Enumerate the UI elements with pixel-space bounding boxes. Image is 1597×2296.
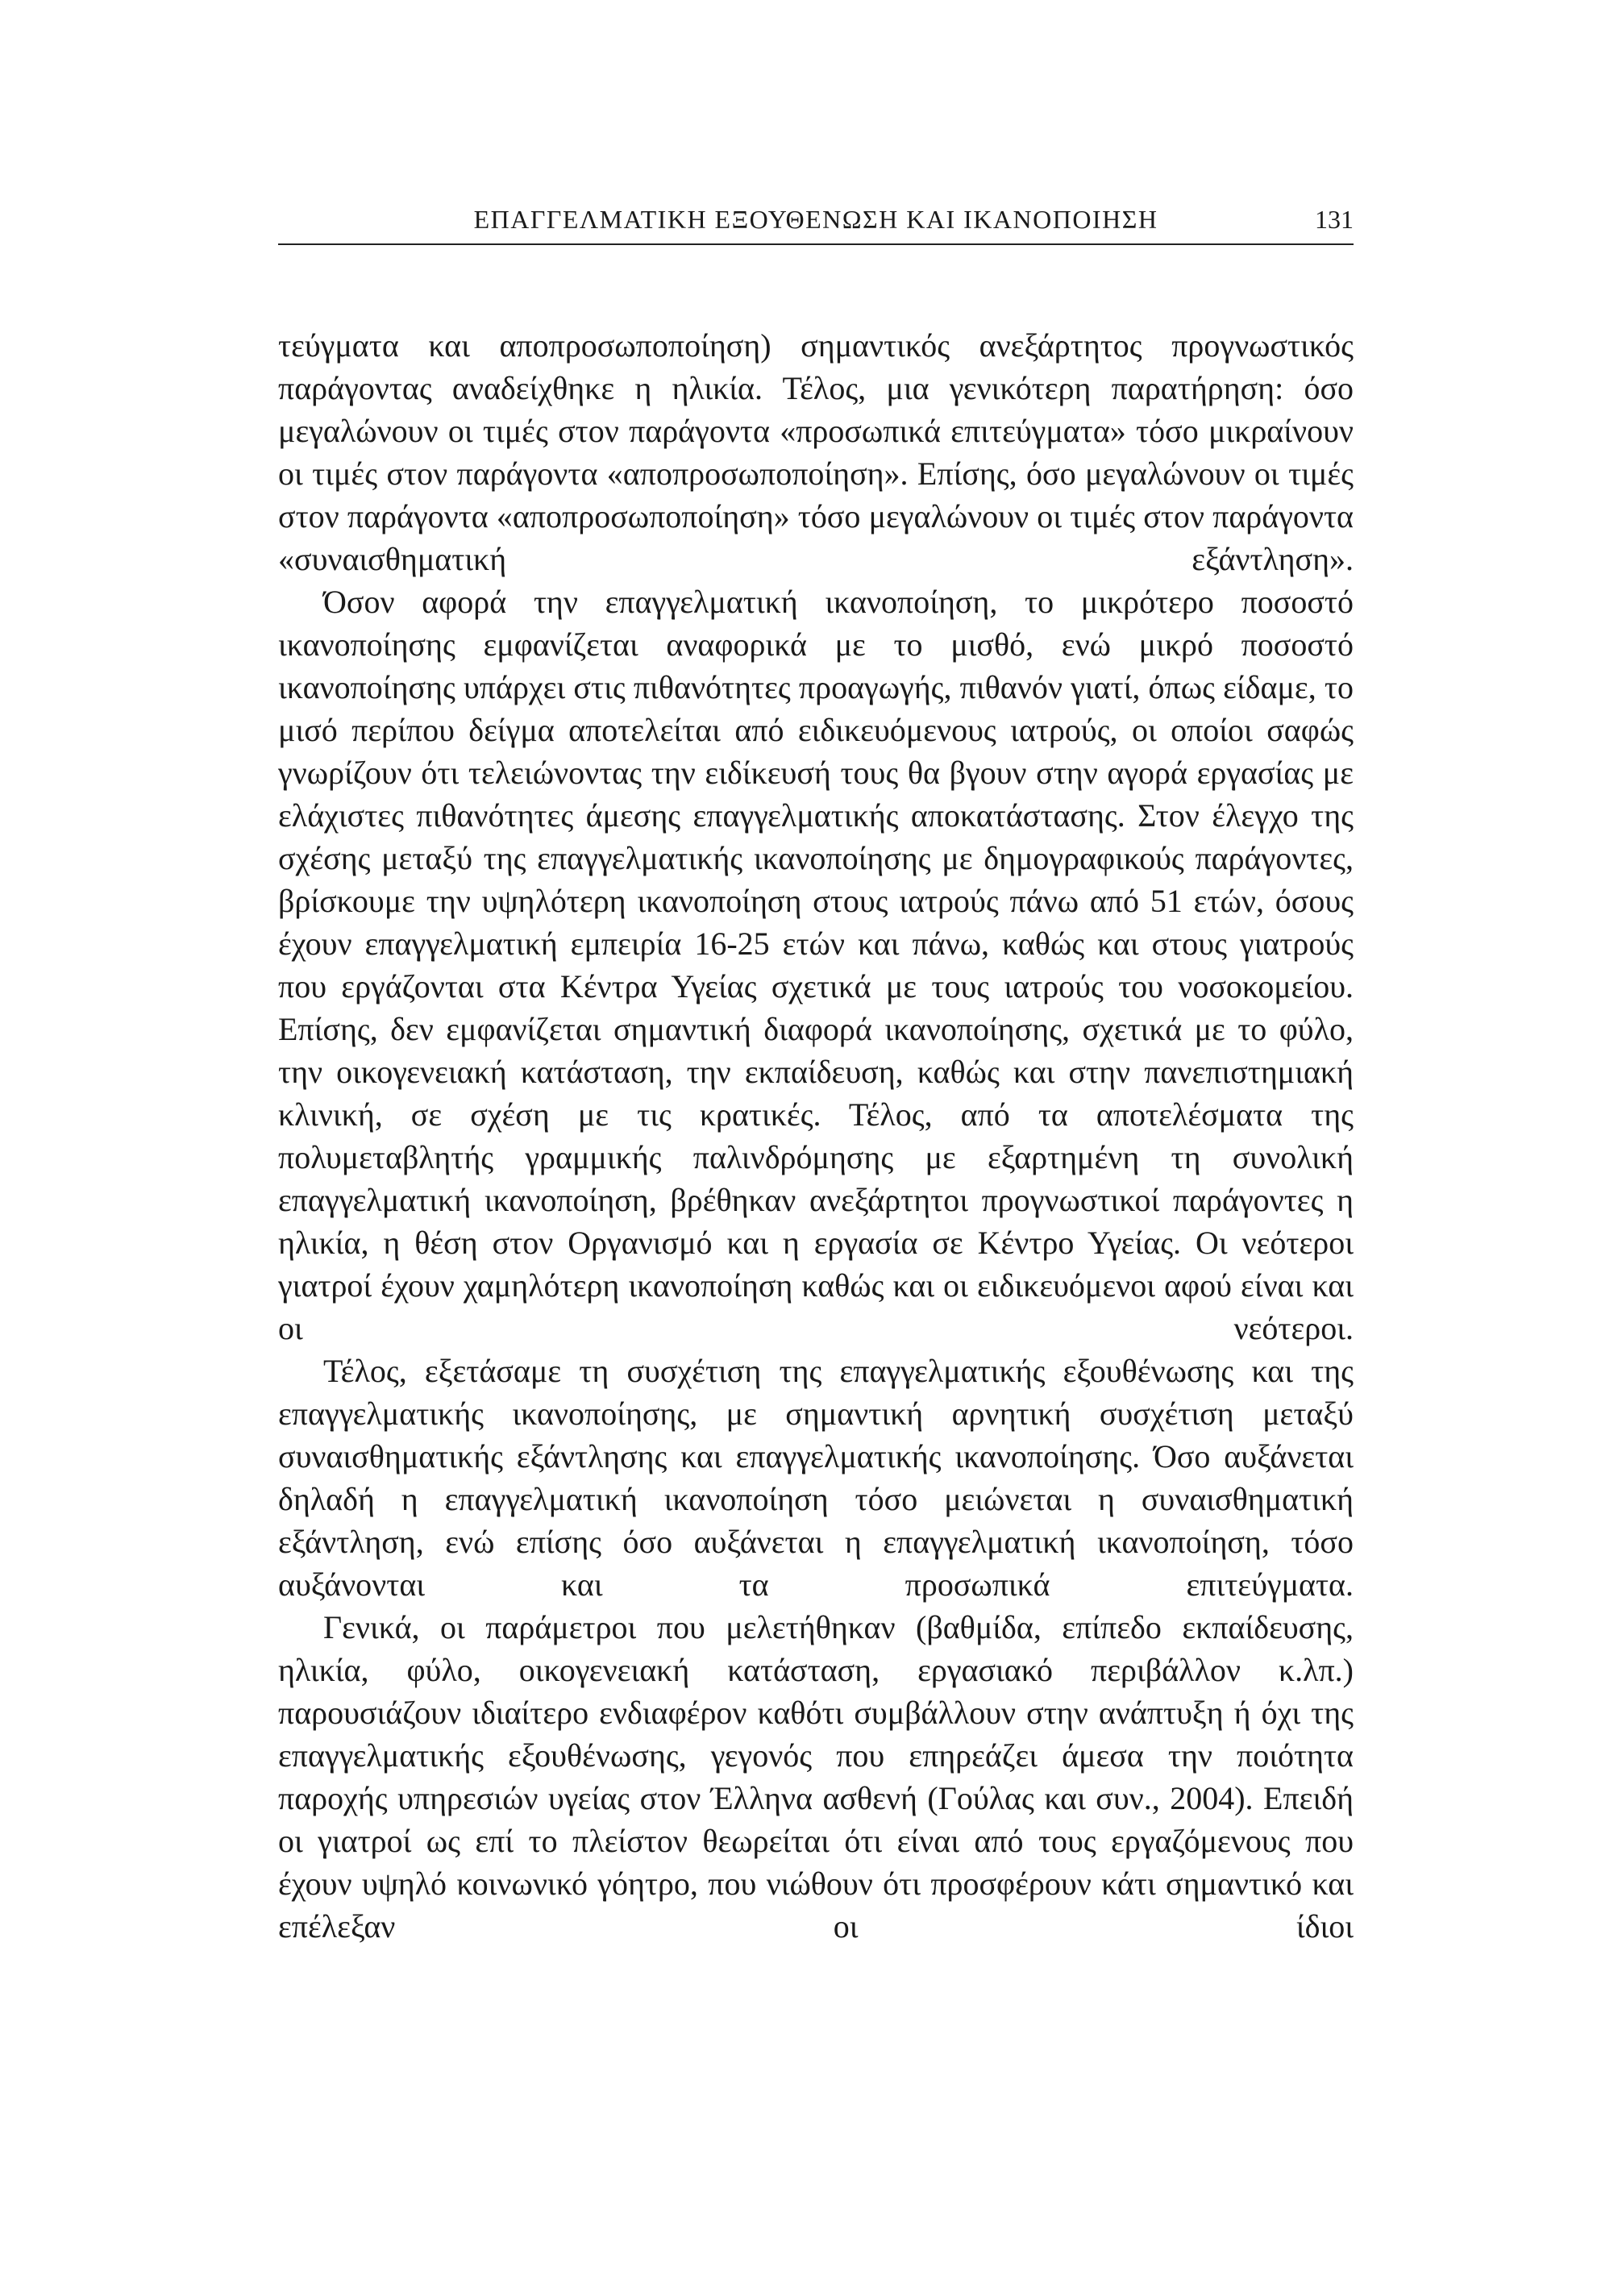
paragraph: Γενικά, οι παράμετροι που μελετήθηκαν (βαθμίδα, επίπεδο εκπαίδευσης, ηλικία, φύλο, οικογενειακή κατάσταση, εργασιακό περιβάλλον κ.λπ.) παρουσιάζουν ιδιαίτερο ενδιαφέρον καθότι συμβάλλουν στην ανάπτυξη ή όχι της επαγγελματικής εξουθένωσης, γεγονός που επηρεάζει άμεσα την ποιότητα παροχής υπηρεσιών υγείας στον Έλληνα ασθενή (Γούλας και συν., 2004). Επειδή οι γιατροί ως επί το πλείστον θεωρείται ότι είναι από τους εργαζόμενους που έχουν υψηλό κοινωνικό γόητρο, που νιώθουν ότι προσφέρουν κάτι σημαντικό και επέλεξαν οι ίδιοι [278,1609,1354,1945]
paragraph: Τέλος, εξετάσαμε τη συσχέτιση της επαγγελματικής εξουθένωσης και της επαγγελματικής ικανοποίησης, με σημαντική αρνητική συσχέτιση μεταξύ συναισθηματικής εξάντλησης και επαγγελματικής ικανοποίησης. Όσο αυξάνεται δηλαδή η επαγγελματική ικανοποίηση τόσο μειώνεται η συναισθηματική εξάντληση, ενώ επίσης όσο αυξάνεται η επαγγελματική ικανοποίηση, τόσο αυξάνονται και τα προσωπικά επιτεύγματα. [278,1353,1354,1603]
paragraph: τεύγματα και αποπροσωποποίηση) σημαντικός ανεξάρτητος προγνωστικός παράγοντας αναδείχθηκε η ηλικία. Τέλος, μια γενικότερη παρατήρηση: όσο μεγαλώνουν οι τιμές στον παράγοντα «προσωπικά επιτεύγματα» τόσο μικραίνουν οι τιμές στον παράγοντα «αποπροσωποποίηση». Επίσης, όσο μεγαλώνουν οι τιμές στον παράγοντα «αποπροσωποποίηση» τόσο μεγαλώνουν οι τιμές στον παράγοντα «συναισθηματική εξάντληση». [278,327,1354,577]
body-text [278,324,1354,1948]
page-header [278,203,1354,245]
running-head: ΕΠΑΓΓΕΛΜΑΤΙΚΗ ΕΞΟΥΘΕΝΩΣΗ ΚΑΙ ΙΚΑΝΟΠΟΙΗΣΗ [473,205,1158,234]
page-number: 131 [1315,205,1354,234]
paragraph: Όσον αφορά την επαγγελματική ικανοποίηση, το μικρότερο ποσοστό ικανοποίησης εμφανίζεται αναφορικά με το μισθό, ενώ μικρό ποσοστό ικανοποίησης υπάρχει στις πιθανότητες προαγωγής, πιθανόν γιατί, όπως είδαμε, το μισό περίπου δείγμα αποτελείται από ειδικευόμενους ιατρούς, οι οποίοι σαφώς γνωρίζουν ότι τελειώνοντας την ειδίκευσή τους θα βγουν στην αγορά εργασίας με ελάχιστες πιθανότητες άμεσης επαγγελματικής αποκατάστασης. Στον έλεγχο της σχέσης μεταξύ της επαγγελματικής ικανοποίησης με δημογραφικούς παράγοντες, βρίσκουμε την υψηλότερη ικανοποίηση στους ιατρούς πάνω από 51 ετών, όσους έχουν επαγγελματική εμπειρία 16-25 ετών και πάνω, καθώς και στους γιατρούς που εργάζονται στα Κέντρα Υγείας σχετικά με τους ιατρούς του νοσοκομείου. Επίσης, δεν εμφανίζεται σημαντική διαφορά ικανοποίησης, σχετικά με το φύλο, την οικογενειακή κατάσταση, την εκπαίδευση, καθώς και στην πανεπιστημιακή κλινική, σε σχέση με τις κρατικές. Τέλος, από τα αποτελέσματα της πολυμεταβλητής γραμμικής παλινδρόμησης με εξαρτημένη τη συνολική επαγγελματική ικανοποίηση, βρέθηκαν ανεξάρτητοι προγνωστικοί παράγοντες η ηλικία, η θέση στον Οργανισμό και η εργασία σε Κέντρο Υγείας. Οι νεότεροι γιατροί έχουν χαμηλότερη ικανοποίηση καθώς και οι ειδικευόμενοι αφού είναι και οι νεότεροι. [278,584,1354,1346]
